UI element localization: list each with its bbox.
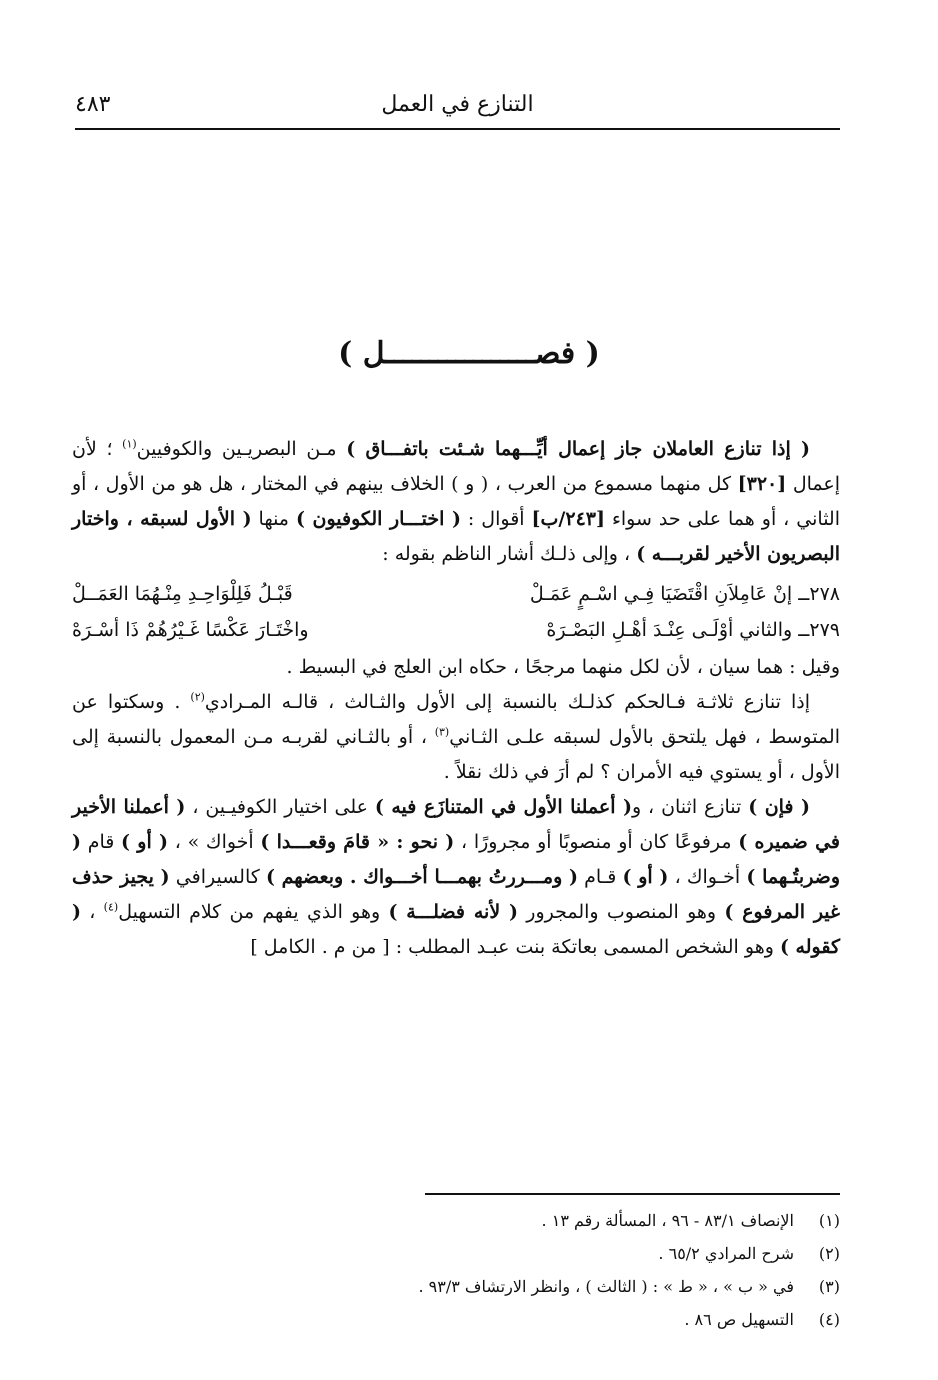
body-text — [72, 432, 840, 965]
footnote-item — [72, 1270, 840, 1303]
text-run: أخواك » ، — [168, 831, 261, 853]
text-run: . وسكتوا عن المتوسط ، فهل يلتحق بالأول لسبقه علـى الثـاني — [72, 691, 840, 748]
paragraph-2: وقيل : هما سيان ، لأن لكل منهما مرجحًا ، حكاه ابن العلج في البسيط . — [286, 656, 840, 678]
text-run: ، — [81, 901, 104, 923]
text-run: على اختيار الكوفيـين ، — [185, 796, 375, 818]
text-run: وهو المنصوب والمجرور — [518, 901, 725, 923]
bold-text: ( أو ) — [622, 866, 669, 888]
bold-text: ( كقوله ) — [72, 901, 840, 958]
header-title: التنازع في العمل — [381, 92, 534, 117]
bold-text: ( لأنه فضلـــة ) — [388, 901, 518, 923]
paragraph-1 — [72, 432, 840, 572]
footnote-text: التسهيل ص ٨٦ . — [684, 1310, 794, 1329]
footnote-number: (٢) — [818, 1244, 840, 1263]
text-run: منها — [251, 508, 296, 530]
footnote-item — [72, 1204, 840, 1237]
section-title: ( فصـــــــــــــــــل ) — [338, 336, 600, 371]
footnotes — [72, 1204, 840, 1336]
text-run: كل منهما مسموع من العرب ، ( و ) الخلاف بينهم في المختار ، هل هو من الأول ، أو الثاني ، أو هما على حد سواء — [72, 473, 841, 530]
text-run: كالسيرافي — [169, 866, 266, 888]
text-run: مـن البصريـين والكوفيين — [136, 438, 347, 460]
footnote-ref-4: (٤) — [103, 900, 119, 914]
bold-text: ( وضربتُـهما ) — [72, 831, 840, 888]
footnote-number: (١) — [818, 1211, 840, 1230]
footnote-number: (٣) — [818, 1277, 840, 1296]
footnote-ref-2: (٢) — [190, 690, 205, 704]
verse-second-hemistich: قَبْـلُ فَلِلْوَاحِـدِ مِنْـهُمَا العَمَــلْ — [72, 583, 293, 605]
running-header — [75, 88, 840, 130]
text-run: وهو الذي يفهم من كلام التسهيل — [118, 901, 389, 923]
verse-279 — [72, 612, 840, 648]
manuscript-ref: [٣٢٠] — [737, 473, 787, 495]
verse-278 — [72, 576, 840, 612]
footnote-ref-1: (١) — [122, 437, 137, 451]
footnote-item — [72, 1237, 840, 1270]
text-run: أخـواك ، — [668, 866, 747, 888]
bold-text: ( فإن ) — [748, 796, 810, 818]
bold-text: ( ومـــررتُ بهمـــا أخـــواك . وبعضهم ) — [265, 866, 579, 888]
text-run: ؛ لأن إعمال — [72, 438, 841, 495]
paragraph-4 — [72, 790, 840, 965]
text-run: وهو الشخص المسمى بعاتكة بنت عبـد المطلب : [ من م . الكامل ] — [250, 936, 780, 958]
bold-text: ( الأول لسبقه ، واختار البصريون الأخير لقربـــه ) — [72, 508, 840, 565]
paragraph-3 — [72, 685, 840, 790]
text-run: أقوال : — [460, 508, 532, 530]
page-number: ٤٨٣ — [75, 92, 111, 117]
footnote-text: شرح المرادي ٦٥/٢ . — [658, 1244, 794, 1263]
bold-text: ( إذا تنازع العاملان جاز إعمال أيِّـــهما شـئت باتفـــاق ) — [346, 438, 810, 460]
bold-text: ( اختـــار الكوفيون ) — [295, 508, 461, 530]
footnote-item — [72, 1303, 840, 1336]
text-run: ، أو بالثـاني لقربـه مـن المعمول بالنسبة إلى الأول ، أو يستوي فيه الأمران ؟ لم أرَ في ذلك نقلاً . — [72, 726, 840, 783]
footnote-separator — [425, 1193, 840, 1195]
footnote-ref-3: (٣) — [434, 725, 450, 739]
verse-first-hemistich: ٢٧٨ــ إنْ عَامِلاَنِ اقْتَضَيَا فِـي اسْـمٍ عَمَـلْ — [529, 583, 840, 605]
text-run: قام — [81, 831, 122, 853]
footnote-text: في « ب » ، « ط » : ( الثالث ) ، وانظر الارتشاف ٩٣/٣ . — [418, 1277, 794, 1296]
poem-verses — [72, 576, 840, 648]
bold-text: ( يجيز حذف غير المرفوع ) — [72, 866, 840, 923]
text-run: ، وإلى ذلـك أشار الناظم بقوله : — [382, 543, 637, 565]
text-run: إذا تنازع ثلاثـة فـالحكم كذلـك بالنسبة إلى الأول والثـالث ، قالـه المـرادي — [204, 691, 810, 713]
footnote-text: الإنصاف ٨٣/١ - ٩٦ ، المسألة رقم ١٣ . — [541, 1211, 794, 1230]
bold-text: ( أعملنا الأخير في ضميره ) — [72, 796, 840, 853]
bold-text: ( أو ) — [121, 831, 169, 853]
text-run: تنازع اثنان ، و — [631, 796, 749, 818]
manuscript-ref: [٢٤٣/ب] — [531, 508, 605, 530]
bold-text: ( نحو : « قامَ وقعـــدا ) — [260, 831, 455, 853]
text-run: مرفوعًا كان أو منصوبًا أو مجرورًا ، — [454, 831, 739, 853]
bold-text: ( أعملنا الأول في المتنازَع فيه ) — [374, 796, 632, 818]
verse-second-hemistich: واخْتَـارَ عَكْسًا غَـيْرُهُمْ ذَا أسْـرَهْ — [72, 619, 309, 641]
verse-first-hemistich: ٢٧٩ــ والثاني أوْلَـى عِنْـدَ أهْـلِ البَصْـرَهْ — [546, 619, 840, 641]
footnote-number: (٤) — [818, 1310, 840, 1329]
text-run: قـام — [578, 866, 623, 888]
